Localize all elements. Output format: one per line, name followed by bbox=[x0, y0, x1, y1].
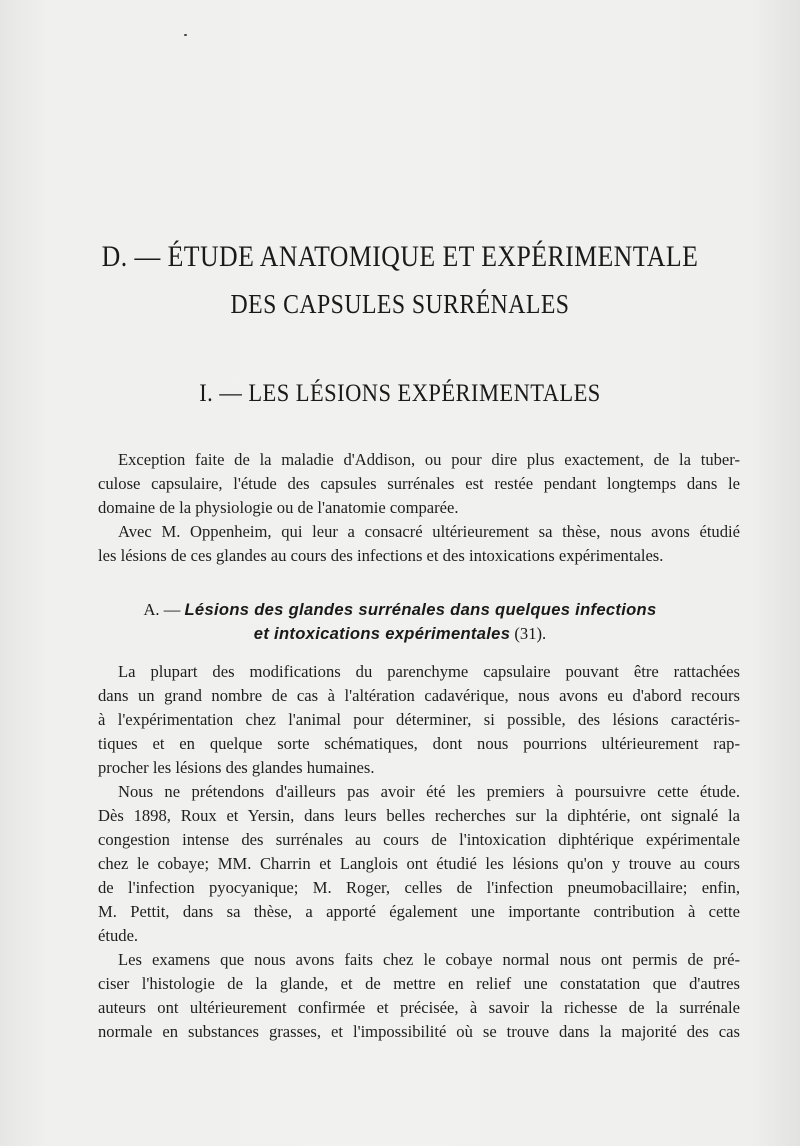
subsection-title-line-1 bbox=[0, 598, 800, 622]
body-p2-line-3: congestion intense des surrénales au cours de l'intoxication diphtérique expérimentale bbox=[98, 830, 740, 849]
subsection-title-1: Lésions des glandes surrénales dans quelques infections bbox=[184, 600, 657, 619]
body-p1-line-3: à l'expérimentation chez l'animal pour déterminer, si possible, des lésions caractéris- bbox=[98, 710, 740, 729]
intro-p2-line-1: Avec M. Oppenheim, qui leur a consacré ultérieurement sa thèse, nous avons étudié bbox=[118, 522, 740, 541]
body-p1-line-5: procher les lésions des glandes humaines. bbox=[98, 758, 375, 777]
body-p2-line-2: Dès 1898, Roux et Yersin, dans leurs belles recherches sur la diphtérie, ont signalé la bbox=[98, 806, 740, 825]
body-p3-line-3: auteurs ont ultérieurement confirmée et précisée, à savoir la richesse de la surrénale bbox=[98, 998, 740, 1017]
body-p2-line-4: chez le cobaye; MM. Charrin et Langlois ont étudié les lésions qu'on y trouve au cours bbox=[98, 854, 740, 873]
body-p3-line-2: ciser l'histologie de la glande, et de mettre en relief une constatation que d'autres bbox=[98, 974, 740, 993]
subsection-reference: (31). bbox=[514, 624, 547, 643]
body-p3-line-4: normale en substances grasses, et l'impossibilité où se trouve dans la majorité des cas bbox=[98, 1022, 740, 1041]
chapter-title-line-1: D. — ÉTUDE ANATOMIQUE ET EXPÉRIMENTALE bbox=[101, 240, 699, 273]
subsection-prefix: A. — bbox=[143, 600, 181, 619]
body-p2-line-7: étude. bbox=[98, 926, 139, 945]
body-p1-line-1: La plupart des modifications du parenchyme capsulaire pouvant être rattachées bbox=[118, 662, 740, 681]
subsection-title-2: et intoxications expérimentales bbox=[253, 624, 511, 643]
section-title: I. — LES LÉSIONS EXPÉRIMENTALES bbox=[199, 380, 601, 407]
body-p1-line-4: tiques et en quelque sorte schématiques, dont nous pourrions ultérieurement rap- bbox=[98, 734, 740, 753]
ink-speck bbox=[184, 34, 187, 36]
intro-p1-line-3: domaine de la physiologie ou de l'anatomie comparée. bbox=[98, 498, 459, 517]
body-p2-line-1: Nous ne prétendons d'ailleurs pas avoir été les premiers à poursuivre cette étude. bbox=[118, 782, 740, 801]
subsection-title-line-2 bbox=[0, 622, 800, 646]
body-p1-line-2: dans un grand nombre de cas à l'altération cadavérique, nous avons eu d'abord recours bbox=[98, 686, 740, 705]
body-p2-line-5: de l'infection pyocyanique; M. Roger, celles de l'infection pneumobacillaire; enfin, bbox=[98, 878, 740, 897]
body-p3-line-1: Les examens que nous avons faits chez le cobaye normal nous ont permis de pré- bbox=[118, 950, 740, 969]
intro-p2-line-2: les lésions de ces glandes au cours des infections et des intoxications expérimentales. bbox=[98, 546, 664, 565]
chapter-title-line-2: DES CAPSULES SURRÉNALES bbox=[230, 289, 570, 319]
intro-p1-line-2: culose capsulaire, l'étude des capsules surrénales est restée pendant longtemps dans le bbox=[98, 474, 740, 493]
body-p2-line-6: M. Pettit, dans sa thèse, a apporté également une importante contribution à cette bbox=[98, 902, 740, 921]
intro-p1-line-1: Exception faite de la maladie d'Addison, ou pour dire plus exactement, de la tuber- bbox=[118, 450, 740, 469]
